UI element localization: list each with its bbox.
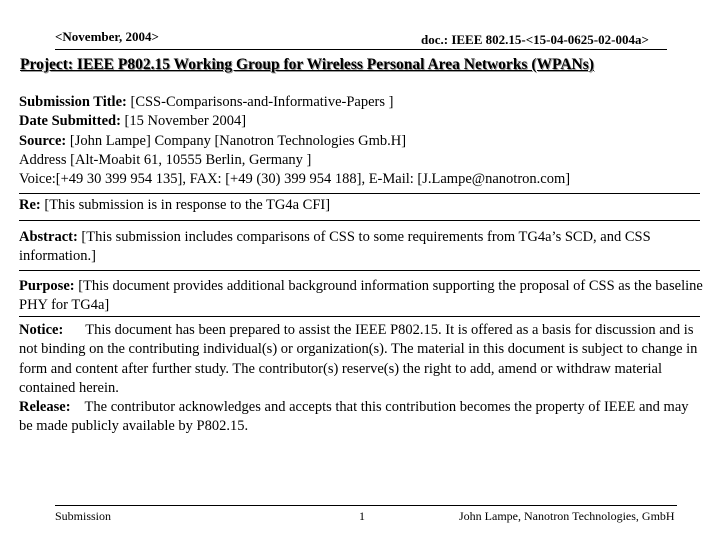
- footer-submission: Submission: [55, 509, 112, 523]
- source-value: [John Lampe] Company [Nanotron Technologies Gmb.H]: [69, 132, 407, 149]
- section-divider: [19, 193, 700, 194]
- submission-title-value: [CSS-Comparisons-and-Informative-Papers ]: [130, 94, 394, 110]
- re-value: [This submission is in response to the TG4a CFI]: [44, 197, 331, 213]
- header-divider: [55, 49, 667, 50]
- section-divider: [19, 270, 700, 271]
- footer-page-number: 1: [359, 509, 365, 523]
- date-submitted-line: [19, 112, 703, 131]
- header-doc-id: doc.: IEEE 802.15-<15-04-0625-02-004a>: [421, 32, 649, 47]
- date-submitted-label: Date Submitted:: [19, 113, 121, 130]
- release-paragraph: [19, 398, 703, 437]
- footer-divider: [55, 505, 677, 506]
- date-submitted-value: [15 November 2004]: [124, 113, 247, 130]
- purpose-value: [This document provides additional background information supporting the proposal of CSS as the baseline PHY for TG4a]: [19, 278, 703, 314]
- contact-line: Voice:[+49 30 399 954 135], FAX: [+49 (30) 399 954 188], E-Mail: [J.Lampe@nanotron.com]: [19, 171, 571, 188]
- submission-title-label: Submission Title:: [19, 94, 127, 110]
- submission-title-line: [19, 93, 703, 112]
- footer-author: John Lampe, Nanotron Technologies, GmbH: [459, 509, 675, 523]
- re-label: Re:: [19, 197, 41, 213]
- purpose-section: [19, 277, 703, 316]
- address-line: Address [Alt-Moabit 61, 10555 Berlin, Germany ]: [19, 151, 312, 168]
- source-line: [19, 132, 703, 151]
- abstract-label: Abstract:: [19, 229, 78, 245]
- re-section: [19, 196, 703, 215]
- abstract-section: [19, 228, 703, 267]
- notice-paragraph: [19, 321, 703, 398]
- source-label: Source:: [19, 132, 67, 149]
- notice-section: [19, 321, 703, 437]
- project-title: Project: IEEE P802.15 Working Group for Wireless Personal Area Networks (WPANs): [20, 56, 594, 73]
- header-date: <November, 2004>: [55, 29, 159, 44]
- release-label: Release:: [19, 399, 71, 416]
- submission-info: [19, 93, 703, 189]
- abstract-value: [This submission includes comparisons of CSS to some requirements from TG4a’s SCD, and CSS information.]: [19, 229, 651, 265]
- release-value: The contributor acknowledges and accepts that this contribution becomes the property of IEEE and may be made publicly available by P802.15.: [19, 399, 689, 435]
- purpose-label: Purpose:: [19, 278, 75, 294]
- notice-value: This document has been prepared to assist the IEEE P802.15. It is offered as a basis for discussion and is not binding on the contributing individual(s) or organization(s). The material in this document is subject to change in form and content after further study. The contributor(s) reserve(s) the right to add, amend or withdraw material contained herein.: [19, 322, 698, 396]
- section-divider: [19, 220, 700, 221]
- notice-label: Notice:: [19, 322, 64, 338]
- section-divider: [19, 316, 700, 317]
